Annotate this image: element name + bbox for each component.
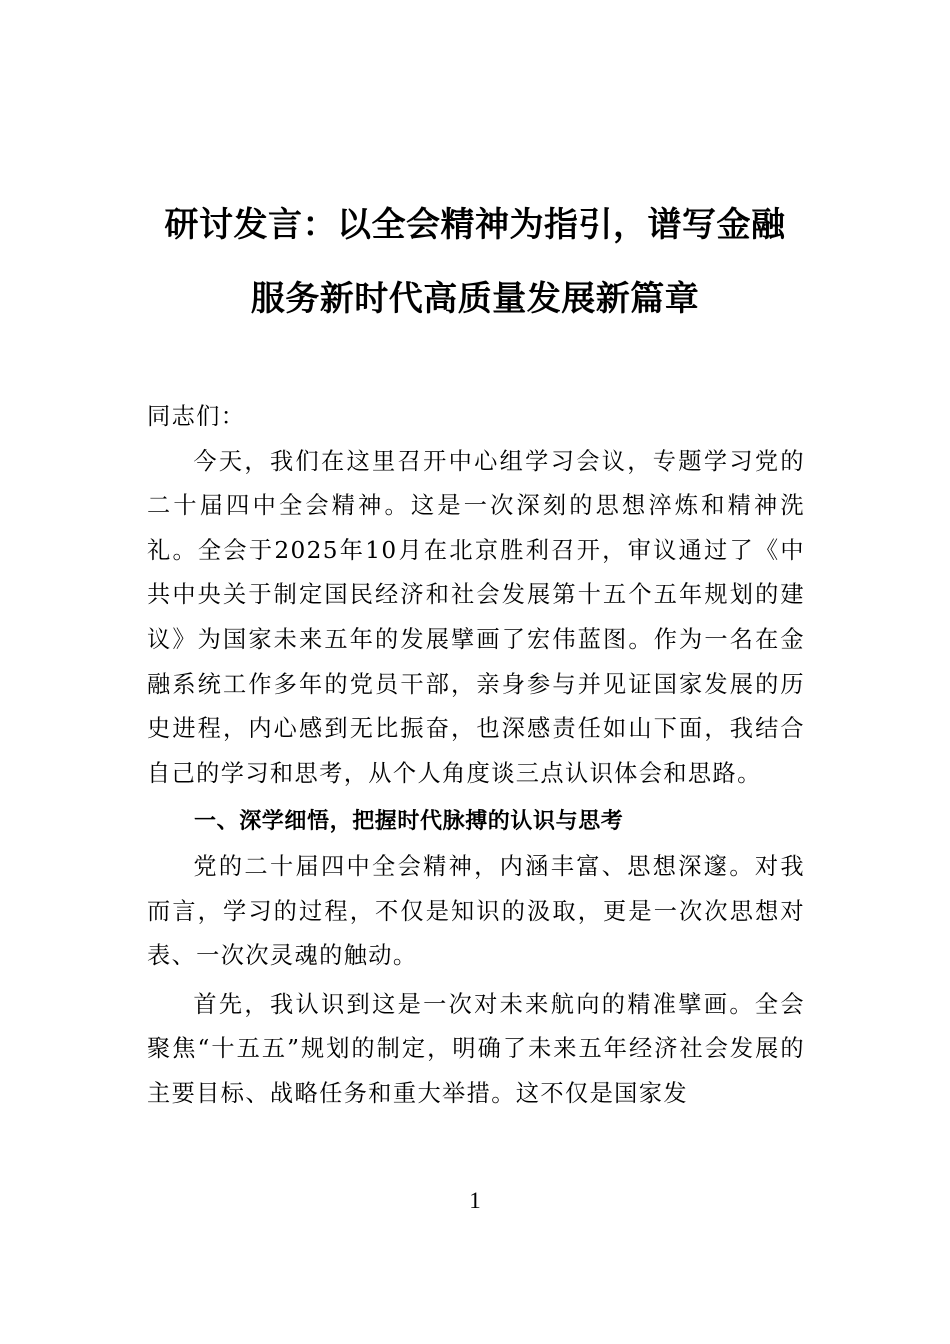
title-line-1: 研讨发言：以全会精神为指引，谱写金融 (164, 205, 786, 245)
salutation: 同志们： (147, 403, 246, 430)
paragraph-intro: 今天，我们在这里召开中心组学习会议，专题学习党的二十届四中全会精神。这是一次深刻的思想淬炼和精神洗礼。全会于2025年10月在北京胜利召开，审议通过了《中共中央关于制定国民经济和社会发展第十五个五年规划的建议》为国家未来五年的发展擘画了宏伟蓝图。作为一名在金融系统工作多年的党员干部，亲身参与并见证国家发展的历史进程，内心感到无比振奋，也深感责任如山下面，我结合自己的学习和思考，从个人角度谈三点认识体会和思路。 (147, 447, 805, 787)
title-line-2: 服务新时代高质量发展新篇章 (250, 279, 700, 319)
paragraph-section1-a: 党的二十届四中全会精神，内涵丰富、思想深邃。对我而言，学习的过程，不仅是知识的汲取，更是一次次思想对表、一次次灵魂的触动。 (147, 852, 805, 970)
page-number: 1 (469, 1188, 481, 1213)
document-body (147, 395, 805, 1117)
document-title (120, 188, 830, 336)
section-heading-1: 一、深学细悟，把握时代脉搏的认识与思考 (194, 809, 624, 835)
paragraph-section1-b: 首先，我认识到这是一次对未来航向的精准擘画。全会聚焦“十五五”规划的制定，明确了未来五年经济社会发展的主要目标、战略任务和重大举措。这不仅是国家发 (147, 990, 805, 1107)
